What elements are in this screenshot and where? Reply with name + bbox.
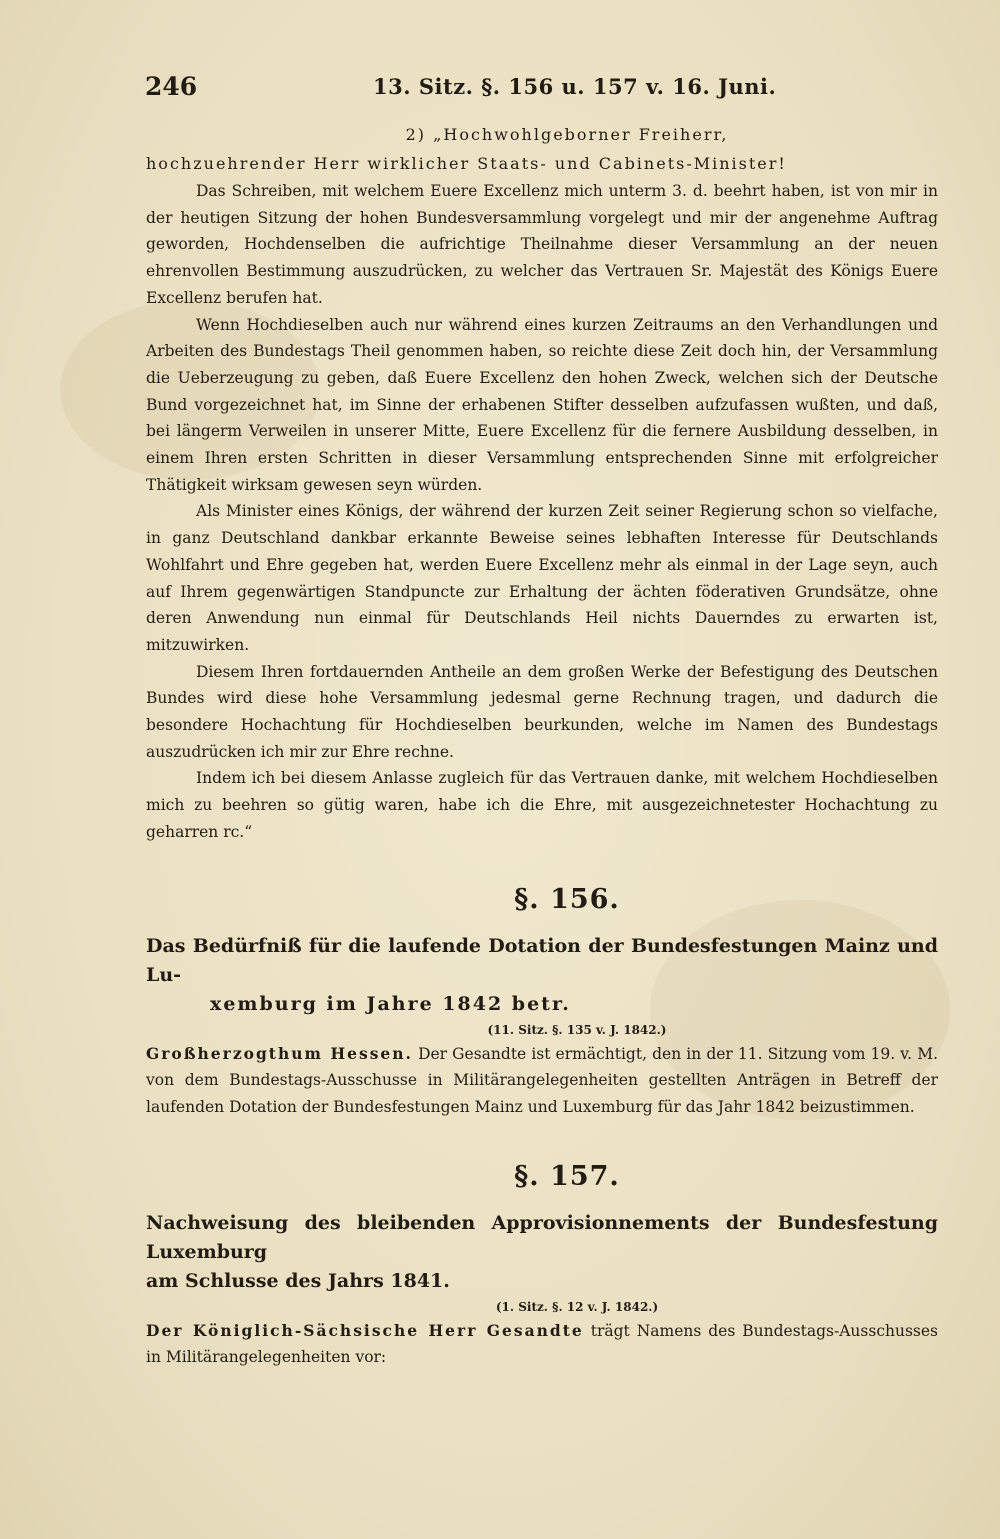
letter-paragraph: Als Minister eines Königs, der während der kurzen Zeit seiner Regierung schon so vielfache, in ganz Deutschland dankbar erkannte Beweise seines lebhaften Interesse für Deutschlands Wohlfahrt und Ehre gegeben hat, werden Euere Excellenz mehr als einmal in der Lage seyn, auch auf Ihrem gegenwärtigen Standpuncte zur Erhaltung der ächten föderativen Grundsätze, ohne deren Anwendung nun einmal für Deutschlands Heil nichts Dauerndes zu erwarten ist, mitzuwirken. — [146, 502, 938, 654]
letter-paragraph: Indem ich bei diesem Anlasse zugleich für das Vertrauen danke, mit welchem Hochdieselben mich zu beehren so gütig waren, habe ich die Ehre, mit ausgezeichnetester Hochachtung zu geharren rc.“ — [146, 769, 938, 841]
section-157-text — [146, 1318, 938, 1371]
section-156-lead: Großherzogthum Hessen. — [146, 1043, 413, 1063]
letter-salutation-line1: 2) „Hochwohlgeborner Freiherr, — [405, 125, 729, 144]
section-156-heading — [146, 932, 938, 1019]
page-number: 246 — [145, 72, 198, 101]
letter-paragraph: Wenn Hochdieselben auch nur während eines kurzen Zeitraums an den Verhandlungen und Arbeiten des Bundestags Theil genommen haben, so reichte diese Zeit doch hin, der Versammlung die Ueberzeugung zu geben, daß Euere Excellenz den hohen Zweck, welchen sich der Deutsche Bund vorgezeichnet hat, im Sinne der erhabenen Stifter desselben aufzufassen wußten, und daß, bei längerm Verweilen in unserer Mitte, Euere Excellenz für die fernere Ausbildung desselben, in einem Ihren ersten Schritten in dieser Versammlung entsprechenden Sinne mit erfolgreicher Thätigkeit wirksam gewesen seyn würden. — [146, 315, 938, 494]
section-157-heading — [146, 1209, 938, 1296]
section-156-text — [146, 1041, 938, 1121]
section-156-reference: (11. Sitz. §. 135 v. J. 1842.) — [487, 1022, 667, 1037]
section-156-heading-line1: Das Bedürfniß für die laufende Dotation der Bundesfestungen Mainz und Lu- — [146, 934, 938, 986]
letter-paragraph: Diesem Ihren fortdauernden Antheile an dem großen Werke der Befestigung des Deutschen Bundes wird diese hohe Versammlung jedesmal gerne Rechnung tragen, und dadurch die besondere Hochachtung für Hochdieselben beurkunden, welche im Namen des Bundestags auszudrücken ich mir zur Ehre rechne. — [146, 662, 938, 761]
section-157-reference: (1. Sitz. §. 12 v. J. 1842.) — [495, 1299, 659, 1314]
section-156-heading-line2: xemburg im Jahre 1842 betr. — [210, 992, 571, 1015]
page-body — [146, 120, 938, 1371]
letter-paragraph: Das Schreiben, mit welchem Euere Excellenz mich unterm 3. d. beehrt haben, ist von mir in der heutigen Sitzung der hohen Bundesversammlung vorgelegt und mir der angenehme Auftrag geworden, Hochdenselben die aufrichtige Theilnahme dieser Versammlung an der neuen ehrenvollen Bestimmung auszudrücken, zu welcher das Vertrauen Sr. Majestät des Königs Euere Excellenz berufen hat. — [146, 182, 938, 307]
section-156-body: Der Gesandte ist ermächtigt, den in der 11. Sitzung vom 19. v. M. von dem Bundestags-Ausschusse in Militärangelegenheiten gestellten Anträgen in Betreff der laufenden Dotation der Bundesfestungen Mainz und Luxemburg für das Jahr 1842 beizustimmen. — [146, 1044, 938, 1116]
section-157-heading-line1: Nachweisung des bleibenden Approvisionnements der Bundesfestung Luxemburg — [146, 1211, 938, 1263]
section-157-heading-line2: am Schlusse des Jahrs 1841. — [146, 1269, 450, 1292]
running-title: 13. Sitz. §. 156 u. 157 v. 16. Juni. — [373, 74, 777, 99]
page-header — [145, 72, 945, 106]
section-156-number: §. 156. — [514, 883, 620, 915]
section-157-number: §. 157. — [514, 1160, 620, 1192]
section-157-body: trägt Namens des Bundestags-Ausschusses in Militärangelegenheiten vor: — [146, 1321, 939, 1367]
section-157-lead: Der Königlich-Sächsische Herr Gesandte — [146, 1320, 584, 1340]
letter-salutation-line2: hochzuehrender Herr wirklicher Staats- und Cabinets-Minister! — [146, 154, 787, 173]
